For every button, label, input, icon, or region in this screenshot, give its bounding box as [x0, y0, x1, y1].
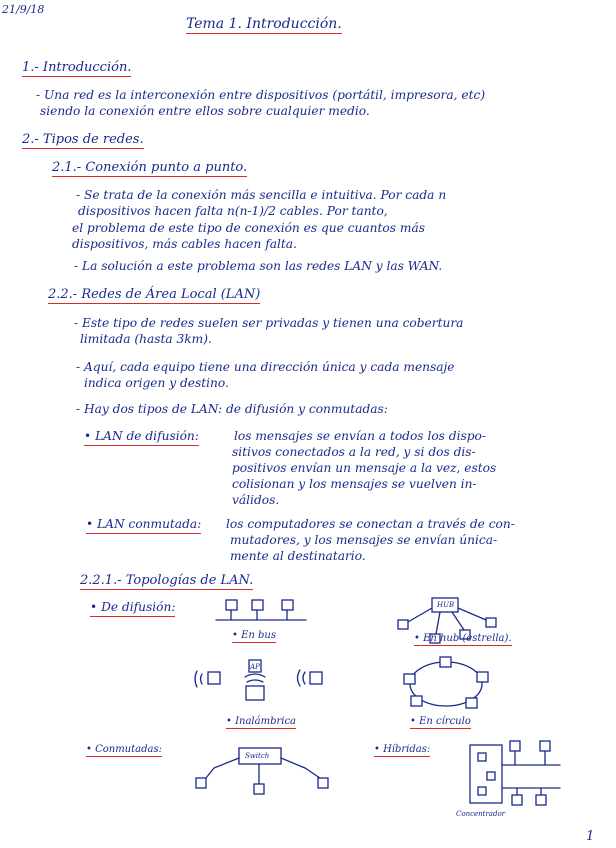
- section-2-heading: 2.- Tipos de redes.: [22, 132, 144, 147]
- section-2-1-heading: 2.1.- Conexión punto a punto.: [52, 160, 248, 175]
- lan-conmutada-label: • LAN conmutada:: [86, 517, 201, 534]
- hub-box-label: HUB: [437, 601, 455, 609]
- s22-p1-line-2: limitada (hasta 3km).: [80, 332, 212, 346]
- hybrid-diagram: [470, 741, 560, 805]
- difusion-line-1: los mensajes se envían a todos los dispo-: [234, 429, 487, 443]
- page-title: Tema 1. Introducción.: [186, 16, 342, 32]
- s21-line-5: - La solución a este problema son las redes LAN y las WAN.: [74, 259, 443, 273]
- s22-p2-line-2: indica origen y destino.: [84, 376, 229, 390]
- difusion-line-5: válidos.: [232, 493, 280, 507]
- ap-label: AP: [250, 663, 260, 671]
- bus-label: • En bus: [232, 630, 276, 641]
- s21-line-1: - Se trata de la conexión más sencilla e intuitiva. Por cada n: [76, 188, 447, 202]
- ring-label: • En círculo: [410, 716, 471, 727]
- s21-line-2: dispositivos hacen falta n(n-1)/2 cables. Por tanto,: [78, 204, 388, 218]
- s21-line-3: el problema de este tipo de conexión es que cuantos más: [72, 221, 425, 235]
- difusion-line-3: positivos envían un mensaje a la vez, estos: [232, 461, 497, 475]
- date: 21/9/18: [2, 3, 45, 16]
- s22-p3-line-1: - Hay dos tipos de LAN: de difusión y conmutadas:: [76, 402, 388, 416]
- section-1-heading: 1.- Introducción.: [22, 60, 132, 75]
- hibridas-label: • Híbridas:: [374, 744, 431, 755]
- s22-p2-line-1: - Aquí, cada equipo tiene una dirección única y cada mensaje: [76, 360, 455, 374]
- section-2-2-1-heading: 2.2.1.- Topologías de LAN.: [80, 573, 254, 588]
- section-2-2-heading: 2.2.- Redes de Área Local (LAN): [48, 287, 261, 302]
- conmutada-line-2: mutadores, y los mensajes se envían única-: [230, 533, 498, 547]
- conmutada-line-3: mente al destinatario.: [230, 549, 366, 563]
- s1-line-1: - Una red es la interconexión entre dispositivos (portátil, impresora, etc): [36, 88, 486, 102]
- s1-line-2: siendo la conexión entre ellos sobre cualquier medio.: [40, 104, 370, 118]
- difusion-line-2: sitivos conectados a la red, y si dos dis-: [232, 445, 476, 459]
- difusion-topology-label: • De difusión:: [90, 600, 175, 617]
- page-number: 1: [586, 829, 595, 844]
- conmutadas-label: • Conmutadas:: [86, 744, 162, 755]
- ring-diagram: [404, 657, 488, 708]
- difusion-line-4: colisionan y los mensajes se vuelven in-: [232, 477, 477, 491]
- switch-box-label: Switch: [245, 752, 270, 760]
- hub-label: • En hub (estrella).: [414, 633, 512, 644]
- conmutada-line-1: los computadores se conectan a través de con-: [226, 517, 515, 531]
- bus-diagram: [216, 600, 306, 620]
- s21-line-4: dispositivos, más cables hacen falta.: [72, 237, 297, 251]
- concentrador-label: Concentrador: [456, 810, 506, 818]
- lan-difusion-label: • LAN de difusión:: [84, 429, 199, 446]
- wireless-label: • Inalámbrica: [226, 716, 297, 727]
- s22-p1-line-1: - Este tipo de redes suelen ser privadas y tienen una cobertura: [74, 316, 464, 330]
